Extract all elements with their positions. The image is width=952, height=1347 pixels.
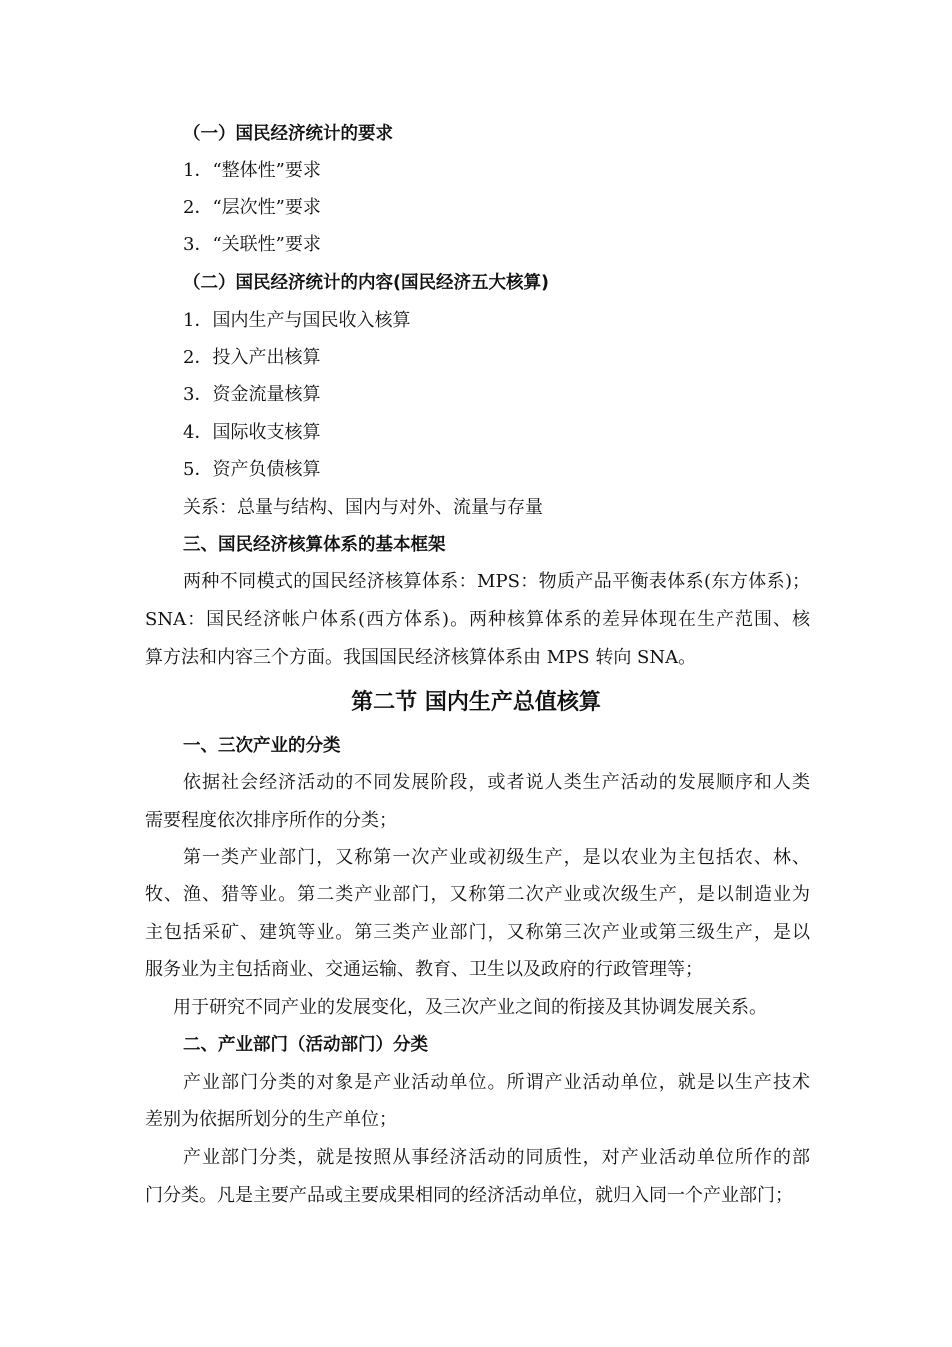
heading-departments: 二、产业部门（活动部门）分类 <box>183 1035 428 1055</box>
list-item: 4．国际收支核算 <box>183 422 321 443</box>
paragraph-line: 两种不同模式的国民经济核算体系：MPS：物质产品平衡表体系(东方体系)； <box>183 571 810 592</box>
paragraph-line: 差别为依据所划分的生产单位； <box>145 1109 397 1130</box>
paragraph-line: 需要程度依次排序所作的分类； <box>145 810 397 831</box>
paragraph-line: 产业部门分类的对象是产业活动单位。所谓产业活动单位，就是以生产技术 <box>183 1072 810 1093</box>
paragraph-line: 用于研究不同产业的发展变化，及三次产业之间的衔接及其协调发展关系。 <box>173 997 767 1018</box>
heading-industries: 一、三次产业的分类 <box>183 736 341 756</box>
list-item: 2．“层次性”要求 <box>183 197 321 218</box>
list-item: 3．“关联性”要求 <box>183 234 321 255</box>
paragraph-line: SNA：国民经济帐户体系(西方体系)。两种核算体系的差异体现在生产范围、核 <box>145 609 810 630</box>
list-item: 1．“整体性”要求 <box>183 160 321 181</box>
paragraph-line: 第一类产业部门，又称第一次产业或初级生产，是以农业为主包括农、林、 <box>183 847 810 868</box>
paragraph-line: 牧、渔、猎等业。第二类产业部门，又称第二次产业或次级生产，是以制造业为 <box>145 884 810 905</box>
paragraph-line: 算方法和内容三个方面。我国国民经济核算体系由 MPS 转向 SNA。 <box>145 647 697 668</box>
heading-framework: 三、国民经济核算体系的基本框架 <box>183 535 446 555</box>
list-item: 5．资产负债核算 <box>183 459 321 480</box>
paragraph-line: 产业部门分类，就是按照从事经济活动的同质性，对产业活动单位所作的部 <box>183 1147 810 1168</box>
heading-requirements: （一）国民经济统计的要求 <box>183 124 393 144</box>
paragraph-line: 门分类。凡是主要产品或主要成果相同的经济活动单位，就归入同一个产业部门； <box>145 1185 793 1206</box>
chapter-title: 第二节 国内生产总值核算 <box>351 690 601 715</box>
paragraph-line: 服务业为主包括商业、交通运输、教育、卫生以及政府的行政管理等； <box>145 959 703 980</box>
list-item: 1．国内生产与国民收入核算 <box>183 310 411 331</box>
heading-contents: （二）国民经济统计的内容(国民经济五大核算) <box>183 273 549 293</box>
paragraph-line: 依据社会经济活动的不同发展阶段，或者说人类生产活动的发展顺序和人类 <box>183 772 810 793</box>
list-item: 2．投入产出核算 <box>183 347 321 368</box>
relation-text: 关系：总量与结构、国内与对外、流量与存量 <box>183 497 543 518</box>
paragraph-line: 主包括采矿、建筑等业。第三类产业部门，又称第三次产业或第三级生产，是以 <box>145 922 810 943</box>
list-item: 3．资金流量核算 <box>183 384 321 405</box>
